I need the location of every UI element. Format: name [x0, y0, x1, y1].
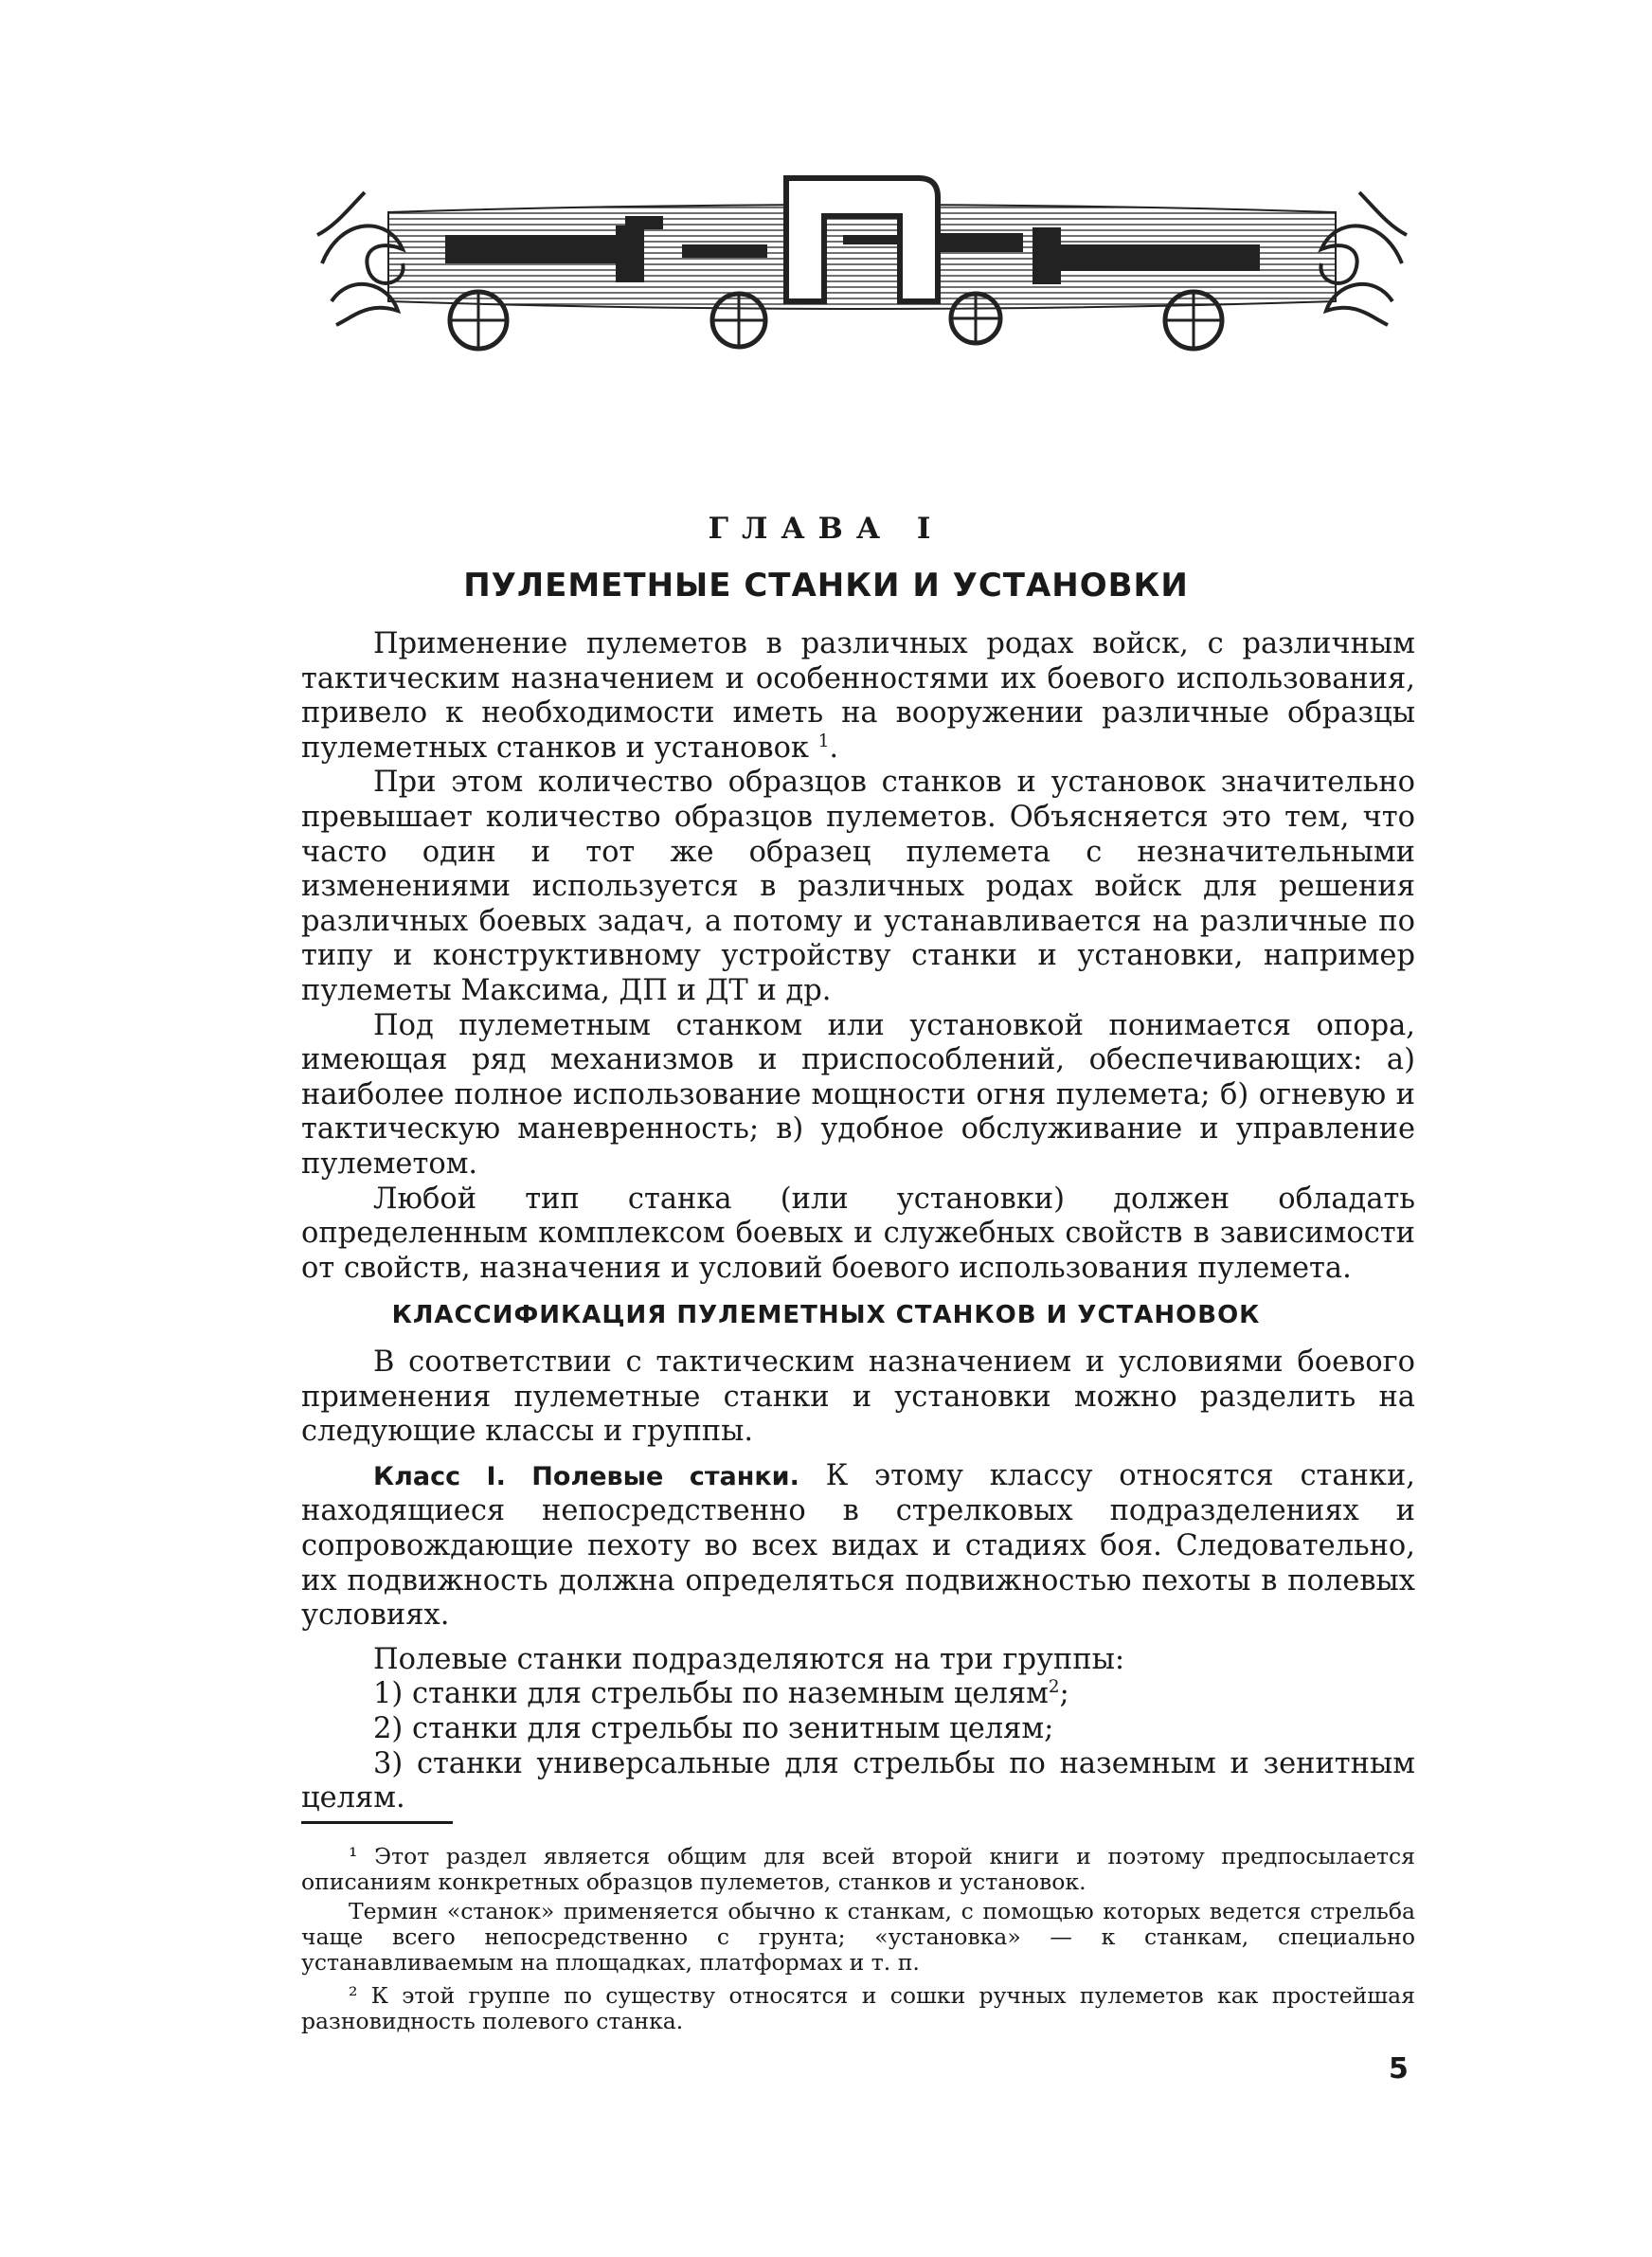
footnote-divider	[301, 1821, 453, 1824]
chapter-label: ГЛАВА I	[708, 512, 944, 546]
list-item: 1) станки для стрельбы по наземным целям$^2$;	[373, 1677, 1069, 1711]
paragraph: При этом количество образцов станков и установок значительно превышает количество образцов пулеметов. Объясняется это тем, что часто один и тот же образец пулемета с незначительными изменениями используется в различных родах войск для решения различных боевых задач, а потому и устанавливается на различные по типу и конструктивному устройству станки и установки, например пулеметы Максима, ДП и ДТ и др.	[301, 766, 1415, 1007]
section-title: КЛАССИФИКАЦИЯ ПУЛЕМЕТНЫХ СТАНКОВ И УСТАНОВОК	[391, 1301, 1261, 1329]
intro-text	[301, 627, 1415, 1286]
paragraph	[301, 1459, 1415, 1634]
paragraph: В соответствии с тактическим назначением и условиями боевого применения пулеметные станки и установки можно разделить на следующие классы и группы.	[301, 1345, 1415, 1449]
paragraph: Применение пулеметов в различных родах войск, с различным тактическим назначением и особенностями их боевого использования, привело к необходимости иметь на вооружении различные образцы пулеметных станков и установок $^1$.	[301, 627, 1415, 765]
paragraph: Полевые станки подразделяются на три группы:	[373, 1642, 1125, 1676]
footnote-ref: 2	[1048, 1677, 1060, 1698]
footnote: ² К этой группе по существу относятся и сошки ручных пулеметов как простейшая разновидность полевого станка.	[301, 1982, 1415, 2034]
paragraph: Под пулеметным станком или установкой понимается опора, имеющая ряд механизмов и приспособлений, обеспечивающих: а) наиболее полное использование мощности огня пулемета; б) огневую и тактическую маневренность; в) удобное обслуживание и управление пулеметом.	[301, 1008, 1415, 1181]
chapter-title: ПУЛЕМЕТНЫЕ СТАНКИ И УСТАНОВКИ	[463, 567, 1189, 605]
class-heading: Класс I. Полевые станки.	[373, 1461, 799, 1491]
classification-text	[301, 1345, 1415, 1816]
list-item-text: 1) станки для стрельбы по наземным целям	[373, 1677, 1049, 1711]
decorative-banner-illustration	[313, 159, 1411, 360]
paragraph: Любой тип станка (или установки) должен обладать определенным комплексом боевых и служебных свойств в зависимости от свойств, назначения и условий боевого использования пулемета.	[301, 1182, 1415, 1285]
list-item: 2) станки для стрельбы по зенитным целям;	[373, 1711, 1054, 1745]
paragraph-text: Применение пулеметов в различных родах войск, с различным тактическим назначением и особенностями их боевого использования, привело к необходимости иметь на вооружении различные образцы пулеметных станков и установок	[301, 627, 1415, 765]
footnote: Термин «станок» применяется обычно к станкам, с помощью которых ведется стрельба чаще всего непосредственно с грунта; «установка» — к станкам, специально устанавливаемым на площадках, платформах и т. п.	[301, 1898, 1415, 1976]
footnotes	[301, 1844, 1415, 2042]
footnote: ¹ Этот раздел является общим для всей второй книги и поэтому предпосылается описаниям конкретных образцов пулеметов, станков и установок.	[301, 1843, 1415, 1895]
page-number: 5	[1389, 2052, 1409, 2085]
paragraph-text: К этому классу относятся станки, находящиеся непосредственно в стрелковых подразделениях и сопровождающие пехоту во всех видах и стадиях боя. Следовательно, их подвижность должна определяться подвижностью пехоты в полевых условиях.	[301, 1458, 1415, 1633]
footnote-ref: 1	[817, 731, 830, 751]
list-item: 3) станки универсальные для стрельбы по наземным и зенитным целям.	[301, 1746, 1415, 1815]
